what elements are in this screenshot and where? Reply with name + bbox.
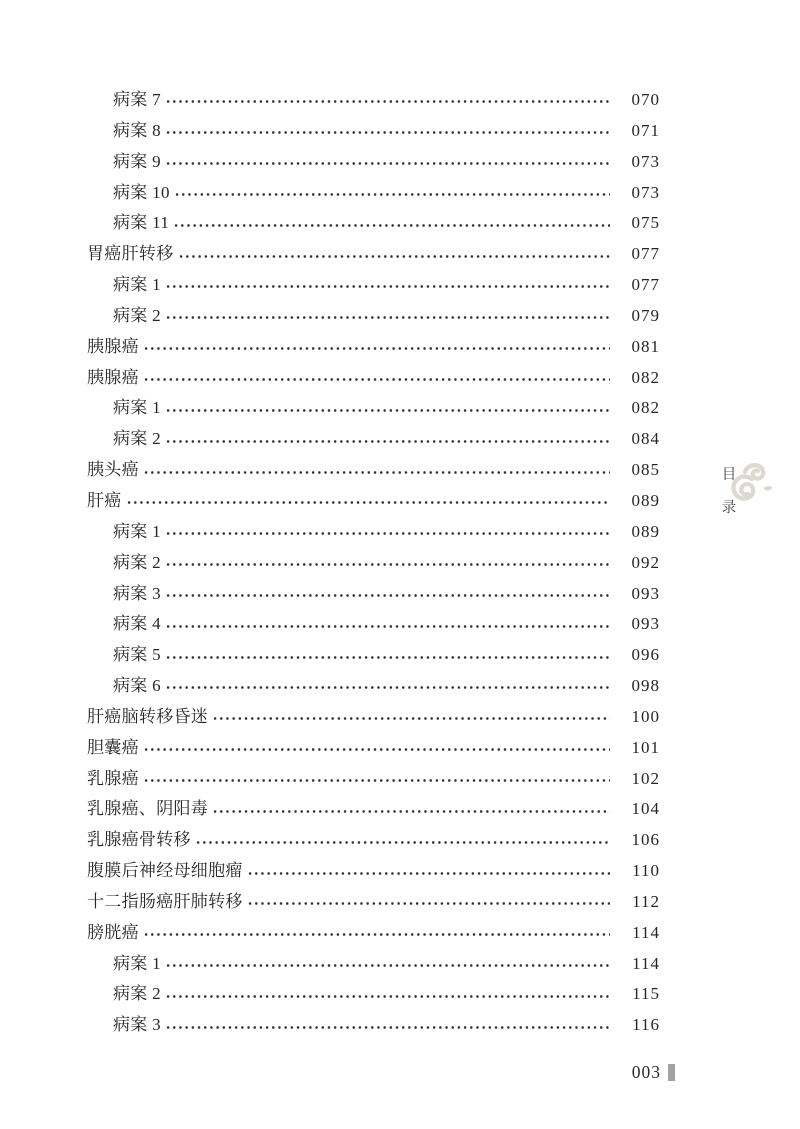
toc-entry-label: 病案 3 [113, 583, 161, 603]
toc-leader-dots [165, 98, 610, 105]
toc-leader-dots [165, 962, 610, 969]
toc-leader-dots [165, 438, 610, 445]
toc-leader-dots [165, 314, 610, 321]
toc-leader-dots [178, 253, 611, 260]
toc-entry [87, 178, 660, 209]
toc-entry-page-number: 100 [631, 706, 660, 726]
toc-entry-page-number: 073 [631, 151, 660, 171]
toc-entry-label: 病案 1 [113, 953, 161, 973]
toc-entry [87, 424, 660, 455]
toc-leader-dots [165, 1024, 610, 1031]
toc-entry-label: 病案 4 [113, 614, 161, 634]
toc-leader-dots [143, 746, 610, 753]
toc-entry [87, 486, 660, 517]
toc-entry [87, 579, 660, 610]
toc-leader-dots [195, 839, 610, 846]
toc-entry-page-number: 077 [631, 275, 660, 295]
toc-entry [87, 1010, 660, 1041]
toc-leader-dots [126, 499, 610, 506]
toc-entry-page-number: 079 [631, 305, 660, 325]
toc-entry-page-number: 092 [631, 552, 660, 572]
toc-entry-page-number: 070 [631, 90, 660, 109]
toc-entry-page-number: 114 [632, 953, 660, 973]
toc-entry-label: 病案 10 [113, 182, 170, 202]
toc-entry-label: 病案 1 [113, 275, 161, 295]
toc-entry [87, 794, 660, 825]
toc-leader-dots [247, 900, 610, 907]
toc-leader-dots [212, 808, 610, 815]
toc-entry-page-number: 077 [631, 244, 660, 264]
toc-entry-page-number: 073 [631, 182, 660, 202]
toc-entry-label: 病案 2 [113, 305, 161, 325]
toc-leader-dots [143, 931, 610, 938]
toc-entry-page-number: 084 [631, 429, 660, 449]
toc-entry [87, 764, 660, 795]
toc-entry-page-number: 081 [631, 336, 660, 356]
toc-entry-label: 胆囊癌 [87, 737, 139, 757]
toc-entry-page-number: 075 [631, 213, 660, 233]
toc-entry-label: 病案 7 [113, 90, 161, 109]
toc-leader-dots [143, 376, 610, 383]
toc-leader-dots [165, 993, 610, 1000]
toc-entry-label: 病案 2 [113, 552, 161, 572]
toc-entry [87, 887, 660, 918]
toc-entry-label: 病案 6 [113, 676, 161, 696]
toc-entry-label: 乳腺癌骨转移 [87, 830, 191, 850]
toc-entry-page-number: 098 [631, 676, 660, 696]
margin-label-char-2: 录 [721, 500, 737, 516]
toc-leader-dots [143, 777, 610, 784]
toc-entry [87, 733, 660, 764]
toc-entry-label: 病案 3 [113, 1015, 161, 1035]
toc-leader-dots [143, 469, 610, 476]
toc-entry [87, 270, 660, 301]
toc-leader-dots [212, 715, 610, 722]
toc-entry-page-number: 071 [631, 120, 660, 140]
toc-leader-dots [165, 684, 610, 691]
toc-entry [87, 949, 660, 980]
toc-entry-page-number: 093 [631, 583, 660, 603]
margin-label-toc [720, 459, 738, 525]
toc-entry [87, 208, 660, 239]
toc-entry-label: 膀胱癌 [87, 922, 139, 942]
toc-entry-page-number: 096 [631, 645, 660, 665]
toc-entry-page-number: 089 [631, 521, 660, 541]
toc-entry-page-number: 115 [632, 984, 660, 1004]
toc-leader-dots [165, 283, 610, 290]
toc-entry-page-number: 101 [631, 737, 660, 757]
toc-entry-page-number: 110 [632, 861, 660, 881]
toc-entry-label: 肝癌 [87, 490, 122, 510]
toc-entry [87, 918, 660, 949]
toc-entry [87, 147, 660, 178]
toc-entry [87, 332, 660, 363]
toc-entry-page-number: 114 [632, 922, 660, 942]
toc-entry [87, 301, 660, 332]
toc-entry-page-number: 116 [632, 1015, 660, 1035]
toc-entry-label: 胰腺癌 [87, 367, 139, 387]
folio-page-number: 003 [631, 1062, 661, 1082]
toc-leader-dots [165, 592, 610, 599]
toc-entry-label: 病案 1 [113, 521, 161, 541]
margin-label-char-1: 目 [721, 467, 737, 483]
toc-entry [87, 393, 660, 424]
toc-entry [87, 979, 660, 1010]
toc-entry-label: 胰腺癌 [87, 336, 139, 356]
toc-leader-dots [247, 870, 610, 877]
toc-entry-label: 乳腺癌 [87, 768, 139, 788]
toc-leader-dots [174, 191, 610, 198]
toc-entry [87, 517, 660, 548]
toc-entry-page-number: 082 [631, 398, 660, 418]
toc-entry-label: 病案 8 [113, 120, 161, 140]
toc-entry-page-number: 102 [631, 768, 660, 788]
toc-leader-dots [165, 530, 610, 537]
toc-entry-page-number: 089 [631, 490, 660, 510]
toc-entry [87, 239, 660, 270]
toc-entry [87, 363, 660, 394]
toc-entry-label: 十二指肠癌肝肺转移 [87, 891, 243, 911]
toc-entry-label: 病案 9 [113, 151, 161, 171]
toc-leader-dots [165, 623, 610, 630]
toc-entry-page-number: 106 [631, 830, 660, 850]
toc-entry-label: 病案 11 [113, 213, 170, 233]
toc-entry [87, 702, 660, 733]
toc-entry-label: 胰头癌 [87, 460, 139, 480]
toc-entry-label: 病案 5 [113, 645, 161, 665]
toc-entry-page-number: 112 [632, 891, 660, 911]
toc-entry [87, 609, 660, 640]
toc-entry [87, 856, 660, 887]
toc-entry [87, 548, 660, 579]
folio-accent-bar [668, 1064, 675, 1081]
toc-entry [87, 455, 660, 486]
page-footer [0, 1062, 675, 1083]
toc-list [87, 85, 660, 1041]
toc-leader-dots [165, 160, 610, 167]
toc-entry [87, 671, 660, 702]
toc-entry-page-number: 082 [631, 367, 660, 387]
toc-leader-dots [165, 407, 610, 414]
toc-entry-label: 病案 2 [113, 984, 161, 1004]
toc-entry [87, 85, 660, 116]
toc-leader-dots [165, 654, 610, 661]
toc-entry-label: 肝癌脑转移昏迷 [87, 706, 209, 726]
toc-entry-label: 病案 1 [113, 398, 161, 418]
toc-entry [87, 640, 660, 671]
toc-entry-label: 乳腺癌、阴阳毒 [87, 799, 209, 819]
toc-entry-label: 胃癌肝转移 [87, 244, 174, 264]
toc-entry-page-number: 085 [631, 460, 660, 480]
toc-entry [87, 116, 660, 147]
toc-entry-page-number: 093 [631, 614, 660, 634]
toc-entry-label: 病案 2 [113, 429, 161, 449]
toc-entry [87, 825, 660, 856]
toc-leader-dots [165, 129, 610, 136]
toc-entry-label: 腹膜后神经母细胞瘤 [87, 861, 243, 881]
toc-leader-dots [165, 561, 610, 568]
toc-leader-dots [173, 222, 610, 229]
toc-entry-page-number: 104 [631, 799, 660, 819]
toc-leader-dots [143, 345, 610, 352]
